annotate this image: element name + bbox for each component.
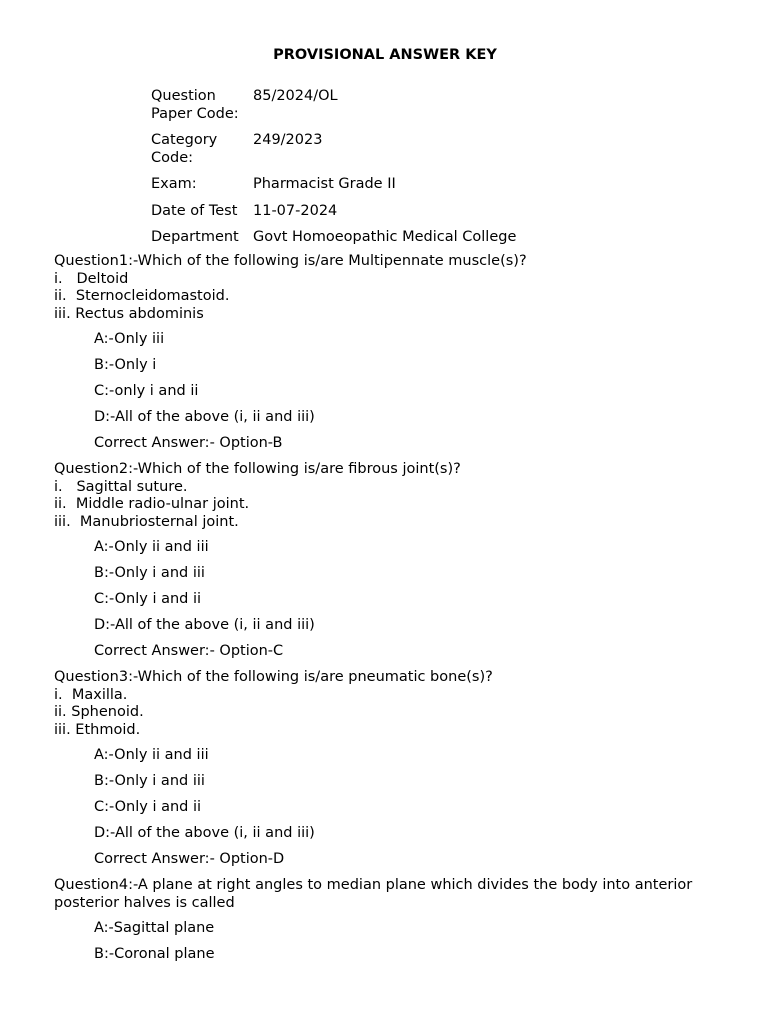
- meta-label: Category Code:: [151, 132, 218, 166]
- meta-label: Exam:: [151, 176, 197, 192]
- meta-row-date: [151, 203, 518, 230]
- meta-label: Question Paper Code:: [151, 88, 239, 122]
- options-list: [54, 747, 744, 869]
- meta-value: Govt Homoeopathic Medical College: [253, 229, 517, 245]
- meta-value: Pharmacist Grade II: [253, 176, 396, 192]
- options-list: [54, 920, 744, 964]
- option-a: A:-Only ii and iii: [94, 539, 209, 555]
- correct-answer: Correct Answer:- Option-D: [94, 851, 285, 867]
- options-list: [54, 539, 744, 661]
- question-text: Question1:-Which of the following is/are Multipennate muscle(s)?: [54, 253, 527, 269]
- correct-answer: Correct Answer:- Option-C: [94, 643, 284, 659]
- question-statement: i. Sagittal suture.: [54, 478, 188, 495]
- option-c: C:-Only i and ii: [94, 591, 202, 607]
- question-statement: ii. Sphenoid.: [54, 704, 144, 720]
- meta-row-paper-code: [151, 88, 518, 132]
- option-b: B:-Only i: [94, 357, 157, 373]
- option-b: B:-Only i and iii: [94, 565, 205, 581]
- question-block: [54, 253, 744, 453]
- question-statement: iii. Rectus abdominis: [54, 305, 204, 322]
- question-list: [54, 253, 744, 972]
- option-d: D:-All of the above (i, ii and iii): [94, 825, 315, 841]
- question-statement: i. Maxilla.: [54, 686, 128, 703]
- question-block: [54, 877, 744, 964]
- option-a: A:-Only iii: [94, 331, 165, 347]
- meta-label: Date of Test: [151, 202, 238, 219]
- option-a: A:-Only ii and iii: [94, 747, 209, 763]
- question-statement: ii. Sternocleidomastoid.: [54, 288, 230, 304]
- question-text: Question2:-Which of the following is/are fibrous joint(s)?: [54, 461, 461, 477]
- question-statement: iii. Ethmoid.: [54, 721, 141, 738]
- meta-row-exam: [151, 176, 518, 203]
- question-block: [54, 461, 744, 661]
- question-statement: ii. Middle radio-ulnar joint.: [54, 496, 250, 512]
- exam-details-table: [151, 88, 518, 247]
- meta-value: 11-07-2024: [253, 202, 338, 219]
- meta-value: 85/2024/OL: [253, 88, 338, 104]
- question-statement: iii. Manubriosternal joint.: [54, 513, 239, 530]
- meta-row-department: [151, 229, 518, 247]
- question-block: [54, 669, 744, 869]
- page-title: PROVISIONAL ANSWER KEY: [273, 47, 497, 63]
- meta-label: Department: [151, 229, 239, 245]
- correct-answer: Correct Answer:- Option-B: [94, 435, 283, 451]
- option-c: C:-Only i and ii: [94, 799, 202, 815]
- option-a: A:-Sagittal plane: [94, 920, 215, 936]
- question-text: Question4:-A plane at right angles to median plane which divides the body into anterior posterior halves is called: [54, 877, 697, 911]
- question-statement: i. Deltoid: [54, 270, 129, 287]
- option-d: D:-All of the above (i, ii and iii): [94, 409, 315, 425]
- meta-value: 249/2023: [253, 132, 323, 148]
- options-list: [54, 331, 744, 453]
- option-b: B:-Coronal plane: [94, 946, 215, 962]
- question-text: Question3:-Which of the following is/are pneumatic bone(s)?: [54, 669, 493, 685]
- option-d: D:-All of the above (i, ii and iii): [94, 617, 315, 633]
- meta-row-category-code: [151, 132, 518, 176]
- option-b: B:-Only i and iii: [94, 773, 205, 789]
- option-c: C:-only i and ii: [94, 383, 199, 399]
